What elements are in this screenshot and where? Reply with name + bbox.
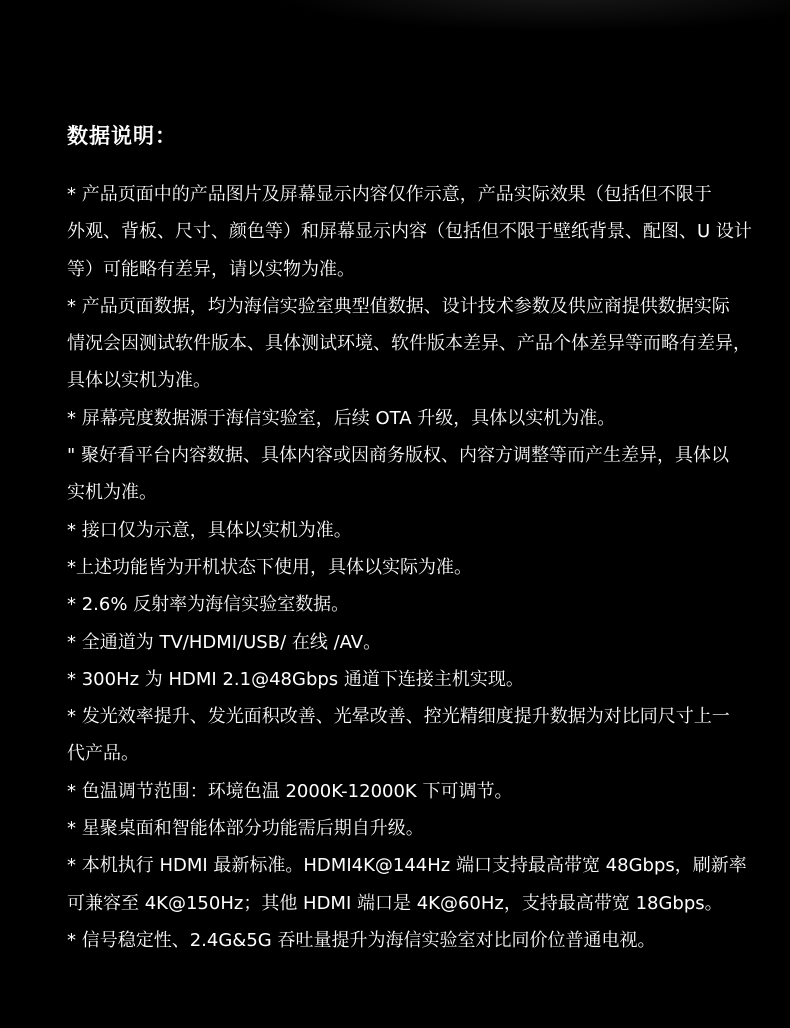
note-line: *上述功能皆为开机状态下使用，具体以实际为准。 [67, 556, 472, 578]
page-title: 数据说明： [67, 124, 177, 148]
note-line: * 300Hz 为 HDMI 2.1@48Gbps 通道下连接主机实现。 [67, 668, 524, 690]
note-line: 情况会因测试软件版本、具体测试环境、软件版本差异、产品个体差异等而略有差异， [67, 333, 751, 355]
note-line: * 接口仅为示意，具体以实机为准。 [67, 519, 352, 541]
note-line: * 产品页面数据，均为海信实验室典型值数据、设计技术参数及供应商提供数据实际 [67, 295, 730, 317]
note-line: 实机为准。 [67, 482, 157, 504]
note-line: * 色温调节范围：环境色温 2000K-12000K 下可调节。 [67, 780, 513, 802]
note-line: * 全通道为 TV/HDMI/USB/ 在线 /AV。 [67, 631, 382, 653]
note-line: * 2.6% 反射率为海信实验室数据。 [67, 594, 350, 616]
note-line: * 屏幕亮度数据源于海信实验室，后续 OTA 升级，具体以实机为准。 [67, 407, 616, 429]
note-line: 代产品。 [67, 743, 139, 765]
note-line: 外观、背板、尺寸、颜色等）和屏幕显示内容（包括但不限于壁纸背景、配图、U 设计 [67, 221, 752, 243]
note-line: * 本机执行 HDMI 最新标准。HDMI4K@144Hz 端口支持最高带宽 48Gbps，刷新率 [67, 855, 747, 877]
note-line: * 星聚桌面和智能体部分功能需后期自升级。 [67, 818, 424, 840]
note-line: * 发光效率提升、发光面积改善、光晕改善、控光精细度提升数据为对比同尺寸上一 [67, 706, 730, 728]
note-line: " 聚好看平台内容数据、具体内容或因商务版权、内容方调整等而产生差异，具体以 [67, 445, 729, 467]
note-line: 具体以实机为准。 [67, 370, 211, 392]
notes-list [67, 176, 767, 959]
note-line: 可兼容至 4K@150Hz；其他 HDMI 端口是 4K@60Hz，支持最高带宽 18Gbps。 [67, 892, 723, 914]
note-line: * 产品页面中的产品图片及屏幕显示内容仅作示意，产品实际效果（包括但不限于 [67, 184, 712, 205]
note-line: 等）可能略有差异，请以实物为准。 [67, 258, 355, 280]
note-line: * 信号稳定性、2.4G&5G 吞吐量提升为海信实验室对比同价位普通电视。 [67, 929, 656, 951]
